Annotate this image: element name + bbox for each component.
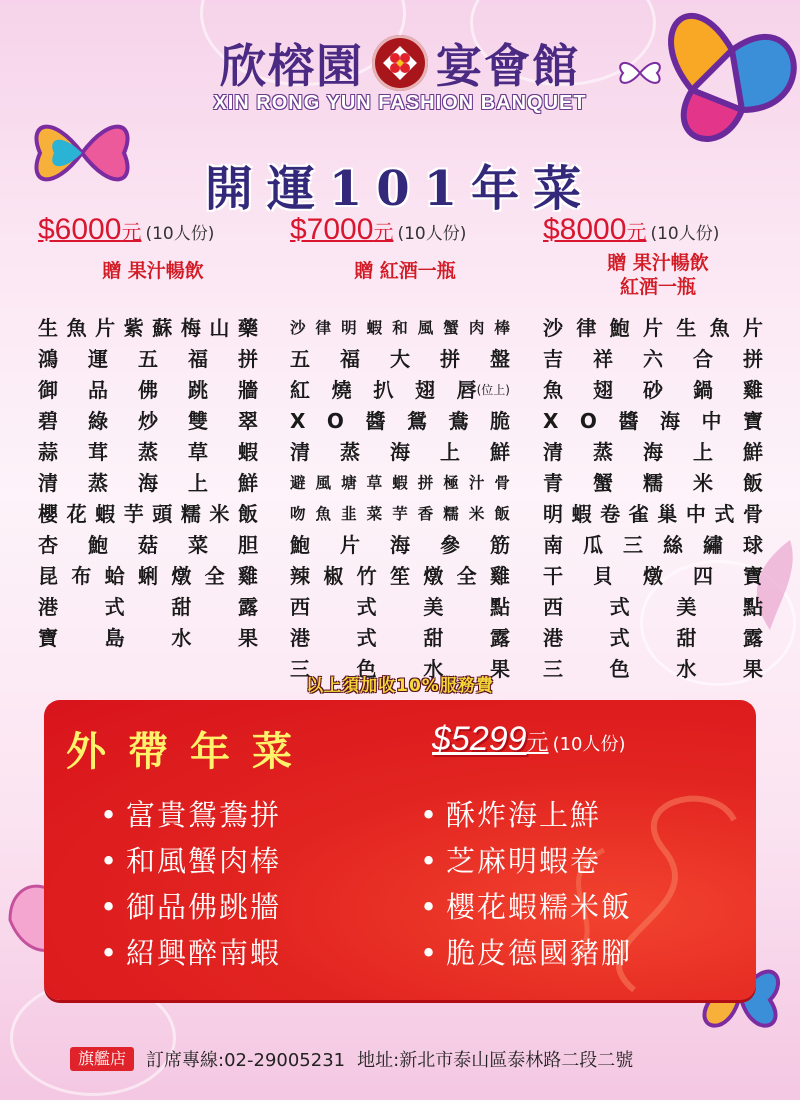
footer-contact xyxy=(70,1046,633,1072)
phone-label: 訂席專線: xyxy=(146,1050,225,1071)
dish-item: 清 蒸 海 上 鮮 xyxy=(290,440,510,464)
menu-price: $8000 xyxy=(543,213,627,246)
dish-note: (位上) xyxy=(476,383,510,397)
serving-label: (10人份) xyxy=(552,734,626,755)
takeout-title: 外帶年菜 xyxy=(66,728,314,775)
dish-item: 明 蝦 卷 雀 巢 中 式 骨 xyxy=(543,502,763,526)
brand-logo xyxy=(0,30,800,96)
address-value: 新北市泰山區泰林路二段二號 xyxy=(399,1050,634,1071)
gift-line: 贈 果汁暢飲 xyxy=(102,260,204,282)
currency-label: 元 xyxy=(121,220,142,244)
serving-label: (10人份) xyxy=(650,224,720,244)
dish-text: 紅 燒 扒 翅 唇 xyxy=(290,378,477,402)
dish-item: X O 醬 海 中 寶 xyxy=(543,409,763,433)
dish-list xyxy=(290,313,510,685)
dish-item: 沙 律 鮑 片 生 魚 片 xyxy=(543,316,763,340)
takeout-item-list xyxy=(100,796,740,972)
takeout-item: • 御品佛跳牆 xyxy=(100,890,282,924)
page-title: 開運101年菜 xyxy=(204,161,596,217)
dish-item: 鴻 運 五 福 拼 xyxy=(38,347,258,371)
dish-item: 昆 布 蛤 蜊 燉 全 雞 xyxy=(38,564,258,588)
gift-line-2: 紅酒一瓶 xyxy=(619,276,696,298)
takeout-price-line xyxy=(432,720,626,759)
takeout-item: • 酥炸海上鮮 xyxy=(420,798,602,832)
dish-item: 西 式 美 點 xyxy=(543,595,763,619)
dish-item: 碧 綠 炒 雙 翠 xyxy=(38,409,258,433)
menu-column-7000 xyxy=(290,213,520,681)
takeout-item: • 富貴鴛鴦拼 xyxy=(100,798,282,832)
currency-label: 元 xyxy=(373,220,394,244)
dish-item: 吻 魚 韭 菜 芋 香 糯 米 飯 xyxy=(290,505,510,523)
dish-item: 三 色 水 果 xyxy=(543,657,763,681)
dish-item: 蒜 茸 蒸 草 蝦 xyxy=(38,440,258,464)
dish-item: 沙 律 明 蝦 和 風 蟹 肉 棒 xyxy=(290,319,510,337)
brand-emblem-icon xyxy=(372,35,428,91)
flagship-store-badge: 旗艦店 xyxy=(70,1047,134,1071)
dish-item: 五 福 大 拼 盤 xyxy=(290,347,510,371)
dish-item: 青 蟹 糯 米 飯 xyxy=(543,471,763,495)
gift-line: 贈 紅酒一瓶 xyxy=(354,260,456,282)
takeout-panel xyxy=(44,700,756,1000)
dish-item: 吉 祥 六 合 拼 xyxy=(543,347,763,371)
dish-item: 御 品 佛 跳 牆 xyxy=(38,378,258,402)
menu-price: $7000 xyxy=(290,213,374,246)
dish-item: 杏 鮑 菇 菜 胆 xyxy=(38,533,258,557)
price-line xyxy=(290,213,520,247)
dish-item: 辣 椒 竹 笙 燉 全 雞 xyxy=(290,564,510,588)
dish-item: 港 式 甜 露 xyxy=(290,626,510,650)
dish-item: 清 蒸 海 上 鮮 xyxy=(38,471,258,495)
takeout-item: • 脆皮德國豬腳 xyxy=(420,936,633,970)
price-line xyxy=(38,213,268,247)
address-label: 地址: xyxy=(357,1050,400,1071)
dish-item: 生 魚 片 紫 蘇 梅 山 藥 xyxy=(38,316,258,340)
menu-column-8000 xyxy=(543,213,773,681)
brand-name-right: 宴會館 xyxy=(436,39,580,93)
phone-line xyxy=(146,1046,345,1072)
brand-name-left: 欣榕園 xyxy=(220,39,364,93)
dish-item: X O 醬 鴛 鴦 脆 xyxy=(290,409,510,433)
service-charge-note: 以上須加收10%服務費 xyxy=(306,676,494,696)
dish-item: 干 貝 燉 四 寶 xyxy=(543,564,763,588)
price-line xyxy=(543,213,773,247)
serving-label: (10人份) xyxy=(397,224,467,244)
dish-item: 三 色 水 果 xyxy=(290,657,510,681)
currency-label: 元 xyxy=(526,731,549,756)
dish-item: 避 風 塘 草 蝦 拼 極 汁 骨 xyxy=(290,474,510,492)
phone-number[interactable]: 02-29005231 xyxy=(224,1050,346,1071)
takeout-price: $5299 xyxy=(432,720,527,758)
takeout-item: • 和風蟹肉棒 xyxy=(100,844,282,878)
dish-item: 寶 島 水 果 xyxy=(38,626,258,650)
takeout-item: • 櫻花蝦糯米飯 xyxy=(420,890,633,924)
dish-item: 南 瓜 三 絲 繡 球 xyxy=(543,533,763,557)
takeout-item: • 芝麻明蝦卷 xyxy=(420,844,602,878)
dish-item: 鮑 片 海 參 筋 xyxy=(290,533,510,557)
serving-label: (10人份) xyxy=(145,224,215,244)
menu-price: $6000 xyxy=(38,213,122,246)
gift-line-1: 贈 果汁暢飲 xyxy=(607,252,709,274)
dish-item: 櫻 花 蝦 芋 頭 糯 米 飯 xyxy=(38,502,258,526)
gift-line xyxy=(543,251,773,299)
dish-item: 魚 翅 砂 鍋 雞 xyxy=(543,378,763,402)
dish-item: 西 式 美 點 xyxy=(290,595,510,619)
dish-item: 清 蒸 海 上 鮮 xyxy=(543,440,763,464)
takeout-item: • 紹興醉南蝦 xyxy=(100,936,282,970)
brand-subtitle: XIN RONG YUN FASHION BANQUET xyxy=(213,92,587,114)
dish-list xyxy=(38,313,258,654)
dish-item-with-note xyxy=(290,375,510,406)
address-line xyxy=(357,1046,633,1072)
dish-list xyxy=(543,313,763,685)
menu-column-6000 xyxy=(38,213,268,650)
currency-label: 元 xyxy=(626,220,647,244)
dish-item: 港 式 甜 露 xyxy=(38,595,258,619)
dish-item: 港 式 甜 露 xyxy=(543,626,763,650)
